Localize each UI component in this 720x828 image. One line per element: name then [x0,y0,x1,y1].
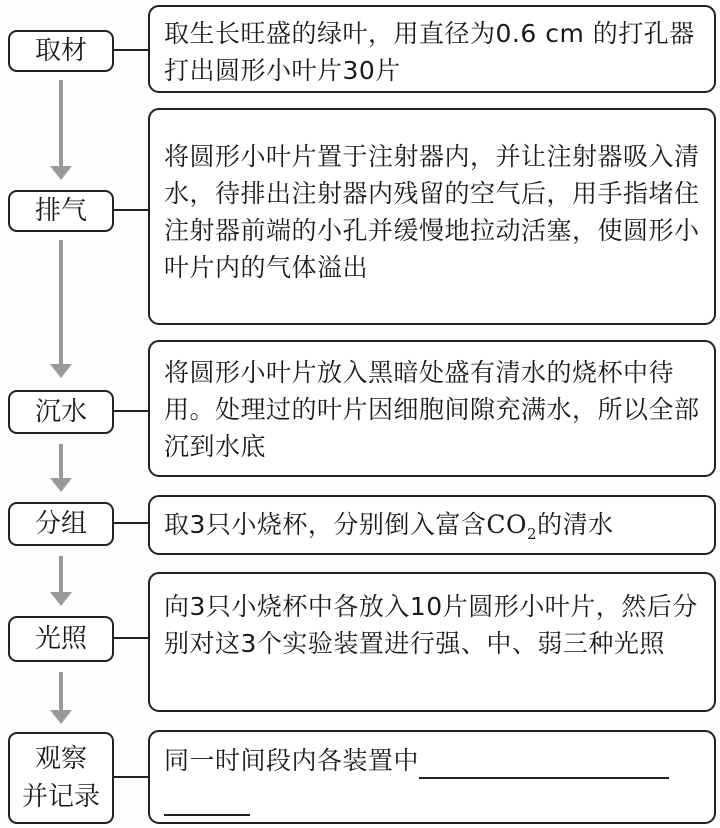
step-description-guancha [148,730,716,824]
step-description-qucai [148,5,716,93]
step-label-text: 排气 [34,196,87,226]
step-label-fenzu [8,502,114,546]
step-label-text: 沉水 [34,397,87,427]
step-label-text: 光照 [34,624,87,654]
step-description-guangzhao [148,572,716,712]
step-label-guangzhao [8,616,114,662]
connector-line [114,522,148,524]
formula-subscript: 2 [527,525,538,543]
step-description-text: 向3只小烧杯中各放入10片圆形小叶片，然后分别对这3个实验装置进行强、中、弱三种光照 [164,592,698,658]
formula-main: CO [486,510,528,539]
connector-line [114,209,148,211]
connector-line [114,776,148,778]
step-label-qucai [8,30,114,72]
step-label-paiqi [8,190,114,232]
step-label-text: 取材 [34,36,87,66]
down-arrow-icon [46,444,76,492]
connector-line [114,637,148,639]
step-label-chenshui [8,390,114,434]
answer-blank-continued[interactable] [164,786,250,816]
step-label-guancha [8,732,114,824]
step-label-text: 观察 [34,744,87,774]
step-description-text: 将圆形小叶片置于注射器内，并让注射器吸入清水，待排出注射器内残留的空气后，用手指堵住注射器前端的小孔并缓慢地拉动活塞，使圆形小叶片内的气体溢出 [164,142,700,282]
step-description-fenzu [148,495,716,555]
step-description-text: 将圆形小叶片放入黑暗处盛有清水的烧杯中待用。处理过的叶片因细胞间隙充满水，所以全部沉到水底 [164,358,700,461]
step-description-chenshui [148,340,716,477]
step-description-paiqi [148,108,716,325]
co2-formula [486,510,538,543]
down-arrow-icon [46,240,76,378]
connector-line [114,410,148,412]
step-label-text: 分组 [34,509,87,539]
answer-blank[interactable] [419,749,669,779]
step-description-text: 的清水 [537,510,614,539]
step-label-text: 并记录 [21,782,100,812]
step-description-text: 取3只小烧杯，分别倒入富含 [164,510,487,539]
connector-line [114,49,148,51]
down-arrow-icon [46,672,76,724]
down-arrow-icon [46,556,76,606]
step-description-text: 取生长旺盛的绿叶，用直径为0.6 cm 的打孔器打出圆形小叶片30片 [164,19,695,85]
step-description-text: 同一时间段内各装置中 [164,746,420,775]
down-arrow-icon [46,80,76,180]
